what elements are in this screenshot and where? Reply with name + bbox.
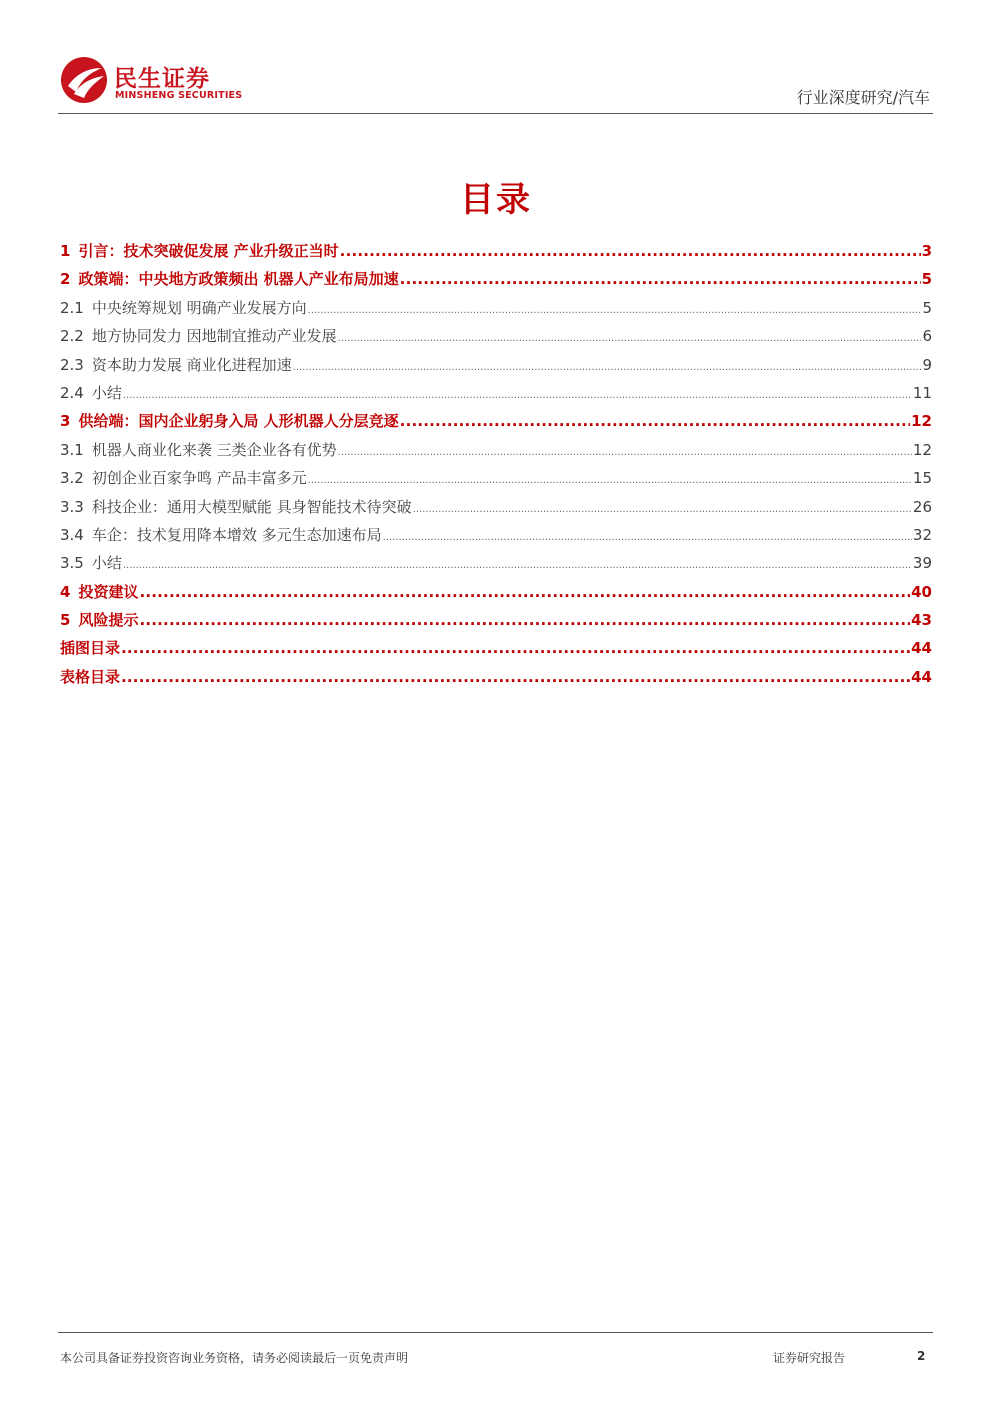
toc-entry-page: 5 [922,298,932,317]
toc-entry-title: 表格目录 [60,667,121,686]
footer-doc-type: 证券研究报告 [773,1351,846,1365]
toc-entry-title: 供给端：国内企业躬身入局 人形机器人分层竞逐 [78,412,399,431]
toc-entry-page: 44 [911,639,932,658]
toc-leader-dots [413,493,912,524]
toc-leader-dots [139,578,910,606]
toc-entry[interactable] [60,606,932,634]
toc-entry-page: 40 [911,582,932,601]
toc-entry-page: 3 [921,242,932,260]
toc-leader-dots [340,237,921,265]
toc-entry[interactable] [60,407,932,435]
toc-entry-title: 引言：技术突破促发展 产业升级正当时 [78,242,339,260]
toc-entry-page: 32 [912,525,932,544]
toc-leader-dots [139,606,910,634]
toc-entry-number: 3.2 [60,469,84,488]
toc-entry[interactable] [60,237,932,265]
toc-entry[interactable] [60,265,932,293]
toc-entry-page: 39 [912,554,932,573]
toc-entry-page: 44 [911,667,932,686]
toc-entry[interactable] [60,663,932,691]
toc-entry[interactable] [60,379,932,407]
toc-leader-dots [338,436,912,467]
header-divider [58,113,933,114]
table-of-contents [60,237,932,691]
toc-entry-page: 12 [912,440,932,459]
toc-entry-title: 资本助力发展 商业化进程加速 [91,355,292,374]
toc-entry-number: 3.4 [60,525,84,544]
toc-entry[interactable] [60,294,932,322]
toc-entry-title: 车企：技术复用降本增效 多元生态加速布局 [91,525,382,544]
toc-entry-number: 2.1 [60,298,84,317]
toc-entry[interactable] [60,634,932,662]
toc-title: 目录 [460,180,532,220]
toc-entry-number: 2.3 [60,355,84,374]
toc-leader-dots [293,351,922,382]
toc-entry-number: 4 [60,582,71,601]
toc-entry-page: 6 [922,327,932,346]
toc-entry-title: 投资建议 [78,582,139,601]
company-logo [60,56,250,106]
toc-leader-dots [308,294,922,325]
footer-disclaimer: 本公司具备证券投资咨询业务资格，请务必阅读最后一页免责声明 [60,1351,409,1365]
toc-entry-number: 3.3 [60,497,84,516]
logo-chinese-text: 民生证券 [114,66,210,92]
toc-entry-number: 2.2 [60,327,84,346]
minsheng-logo-icon [60,56,108,104]
toc-entry-title: 小结 [91,554,122,573]
toc-entry[interactable] [60,351,932,379]
report-category: 行业深度研究/汽车 [796,88,930,107]
toc-entry-page: 5 [921,270,932,289]
toc-leader-dots [400,407,910,435]
toc-entry-page: 9 [922,355,932,374]
page-header [0,0,992,116]
toc-entry-title: 插图目录 [60,639,121,658]
toc-entry-page: 43 [911,611,932,630]
toc-entry[interactable] [60,493,932,521]
toc-entry[interactable] [60,322,932,350]
toc-entry-title: 初创企业百家争鸣 产品丰富多元 [91,469,307,488]
toc-entry-title: 机器人商业化来袭 三类企业各有优势 [91,440,337,459]
toc-leader-dots [308,464,912,495]
toc-leader-dots [383,521,912,552]
logo-english-text: MINSHENG SECURITIES [115,90,243,101]
toc-entry-number: 3 [60,412,71,431]
toc-entry-page: 11 [912,383,932,402]
toc-leader-dots [123,379,912,410]
toc-entry[interactable] [60,578,932,606]
toc-entry-page: 15 [912,469,932,488]
toc-entry-number: 3.1 [60,440,84,459]
toc-leader-dots [121,663,910,691]
toc-leader-dots [123,549,912,580]
toc-entry[interactable] [60,464,932,492]
toc-entry[interactable] [60,549,932,577]
toc-leader-dots [338,322,922,353]
toc-entry-number: 2 [60,270,71,289]
toc-entry-title: 小结 [91,383,122,402]
toc-entry[interactable] [60,521,932,549]
toc-entry-number: 2.4 [60,383,84,402]
footer-page-number: 2 [917,1349,926,1363]
toc-entry-page: 12 [911,412,932,431]
toc-entry-title: 中央统筹规划 明确产业发展方向 [91,298,307,317]
toc-entry-number: 1 [60,242,71,260]
toc-leader-dots [121,634,910,662]
toc-entry-number: 5 [60,611,71,630]
toc-entry-title: 地方协同发力 因地制宜推动产业发展 [91,327,337,346]
toc-entry-title: 风险提示 [78,611,139,630]
toc-entry-title: 政策端：中央地方政策频出 机器人产业布局加速 [78,270,399,289]
toc-entry-title: 科技企业：通用大模型赋能 具身智能技术待突破 [91,497,412,516]
toc-entry[interactable] [60,436,932,464]
footer-divider [58,1332,933,1333]
toc-entry-number: 3.5 [60,554,84,573]
toc-leader-dots [400,265,921,293]
toc-entry-page: 26 [912,497,932,516]
